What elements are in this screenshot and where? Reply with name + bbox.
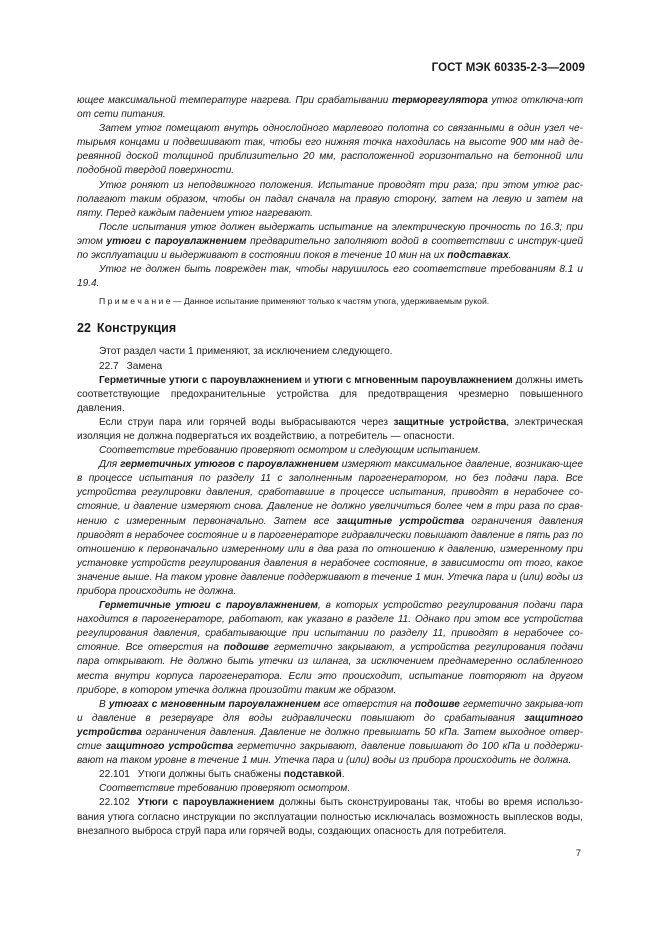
paragraph xyxy=(77,221,583,263)
text-run: Конструкция xyxy=(96,321,177,336)
text-run: Этот раздел части 1 применяют, за исключением следующего. xyxy=(99,346,393,358)
term-bold: утюги с пароувлажнением xyxy=(106,235,247,247)
text-run: Утюг роняют из неподвижного положения. Испытание проводят три раза; при этом утюг рас-полагают таким образом, чтобы он падал сначала на правую сторону, затем на левую и затем на пяту. Перед каждым падением утюг нагревают. xyxy=(77,179,583,219)
paragraph xyxy=(77,179,583,221)
term-bold: утюгах с мгновенным пароувлажнением xyxy=(108,698,321,710)
section-number: 22 xyxy=(77,321,91,336)
term-bold: защитного устройства xyxy=(77,712,583,738)
text-run: , в которых устройство регулирования подачи пара находится в парогенераторе, работают, как указано в разделе 11. Однако при этом все устройства регулирования давления, срабатывающие при испытании по разделу 11, приводят в нерабочее со-стояние. Все отверстия на xyxy=(77,600,583,654)
paragraph xyxy=(77,768,583,782)
text-run: ограничения давления приводят в нерабочее состояние и в парогенераторе гидравлически повышают давление в пять раз по отношению к первоначально измеренному или в два раза по отношению к давлению, измеренному при установке устройств регулирования давления в нерабочее состояние, в зависимости от того, какое значение выше. На таком уровне давление поддерживают в течение 1 мин. Утечка пара и (или) воды из прибора происходить не должна. xyxy=(77,515,583,597)
paragraph xyxy=(77,444,583,458)
paragraph xyxy=(77,374,583,416)
term-bold: защитные устройства xyxy=(393,416,507,428)
text-run: В xyxy=(99,698,109,710)
text-run: должны иметь соответствующие предохранительные устройства для предотвращения чрезмерно повышенного давления. xyxy=(77,374,584,414)
paragraph xyxy=(77,796,583,838)
text-run: Соответствие требованию проверяют осмотром и следующим испытанием. xyxy=(99,445,481,457)
section-heading xyxy=(77,321,583,335)
document-body xyxy=(77,94,583,839)
text-run: Для xyxy=(99,459,121,471)
term-bold: утюги с мгновенным пароувлажнением xyxy=(313,374,513,386)
text-run: 22.102 xyxy=(99,797,130,809)
paragraph xyxy=(77,263,583,291)
term-bold: Герметичные утюги с пароувлажнением xyxy=(99,374,302,386)
text-run: После испытания утюг должен выдержать испытание на электрическую прочность по 16.3; при этом xyxy=(77,221,583,247)
paragraph xyxy=(77,360,583,374)
text-run: Если струи пара или горячей воды выбрасываются через xyxy=(99,416,394,428)
paragraph xyxy=(77,698,583,768)
paragraph xyxy=(77,416,583,444)
text-run: . xyxy=(341,769,345,781)
text-run: . xyxy=(508,250,512,262)
text-run: герметично закрыва-ют и давление в резервуаре для воды гидравлически повышают до срабатывания xyxy=(77,698,583,724)
text-run: все отверстия на xyxy=(320,698,415,710)
text-run: 22.7 xyxy=(99,360,119,372)
term-bold: терморегулятора xyxy=(392,95,488,106)
text-run: ограничения давления. Давление не должно превышать 50 кПа. Затем выходное отвер-стие xyxy=(77,726,583,753)
text-run: ющее максимальной температуре нагрева. При срабатывании xyxy=(77,95,393,106)
text-run: Утюг не должен быть поврежден так, чтобы нарушилось его соответствие требованиям 8.1 и 19.4. xyxy=(77,264,583,290)
paragraph xyxy=(77,94,583,122)
text-run: герметично закрывают, а устройства регулирования подачи пара открывают. Не должно быть утечки из шланга, за исключением преднамеренно ослабленного места внутри корпуса парогенератора. Если это происходит, испытание повторяют на другом приборе, в котором утечка должна произойти таким же образом. xyxy=(77,642,583,696)
text-run: утюг отключа-ют от сети питания. xyxy=(77,95,583,121)
text-run: предварительно заполняют водой в соответствии с инструк-цией по эксплуатации и выдерживают в состоянии покоя в течение 10 мин на их xyxy=(77,235,583,262)
term-bold: Герметичные утюги с пароувлажнением xyxy=(99,600,318,612)
note-paragraph xyxy=(77,295,583,307)
text-run: 22.101 xyxy=(99,769,130,781)
text-run: Замена xyxy=(126,360,163,372)
text-run: , электрическая изоляция не должна подвергаться их воздействию, а потребитель — опасности. xyxy=(77,416,583,442)
document-code-header: ГОСТ МЭК 60335-2-3—2009 xyxy=(431,62,585,74)
paragraph xyxy=(77,782,583,796)
page-number: 7 xyxy=(575,848,581,859)
term-bold: Утюги с пароувлажнением xyxy=(137,797,275,809)
paragraph xyxy=(77,458,583,599)
term-bold: подставках xyxy=(447,250,509,262)
text-run: Затем утюг помещают внутрь однослойного марлевого полотна со связанными в один узел че-тырьмя концами и подвешивают так, чтобы его нижняя точка находилась на высоте 900 мм над де-ревянной доской толщиной приблизительно 20 мм, расположенной горизонтально на бетонной или подобной твердой поверхности. xyxy=(77,123,583,177)
text-run: П р и м е ч а н и е — Данное испытание применяют только к частям утюга, удерживаемым рукой. xyxy=(99,296,490,307)
text-run: должны быть сконструированы так, чтобы во время использо-вания утюга согласно инструкции по эксплуатации полностью исключалась возможность выплесков воды, внезапного выброса струй пара или горячей воды, создающих опасность для потребителя. xyxy=(77,797,583,837)
paragraph xyxy=(77,345,583,359)
text-run: герметично закрывают, давление повышают до 100 кПа и поддержи-вают на таком уровне в течение 1 мин. Утечка пара и (или) воды из прибора происходить не должна. xyxy=(77,741,584,767)
term-bold: защитные устройства xyxy=(336,515,465,527)
paragraph xyxy=(77,599,583,698)
term-bold: подошве xyxy=(223,642,269,654)
text-run: и xyxy=(301,374,314,386)
term-bold: герметичных утюгов с пароувлажнением xyxy=(120,459,339,471)
term-bold: подошве xyxy=(414,698,460,710)
paragraph xyxy=(77,122,583,178)
text-run: Соответствие требованию проверяют осмотром. xyxy=(99,783,351,795)
text-run: Утюги должны быть снабжены xyxy=(137,769,284,781)
text-run: измеряют максимальное давление, возникаю-щее в процессе испытания по разделу 11 с заполненным парогенератором, но без подачи пара. Все устройства регулировки давления, сработавшие в процессе испытания, приводят в нерабочее со-стояние, и давление измеряют снова. Давление не должно увеличиться более чем в три раза по срав-нению с измеренным первоначально. Затем все xyxy=(77,459,583,527)
term-bold: защитного устройства xyxy=(105,741,234,753)
term-bold: подставкой xyxy=(283,769,342,781)
